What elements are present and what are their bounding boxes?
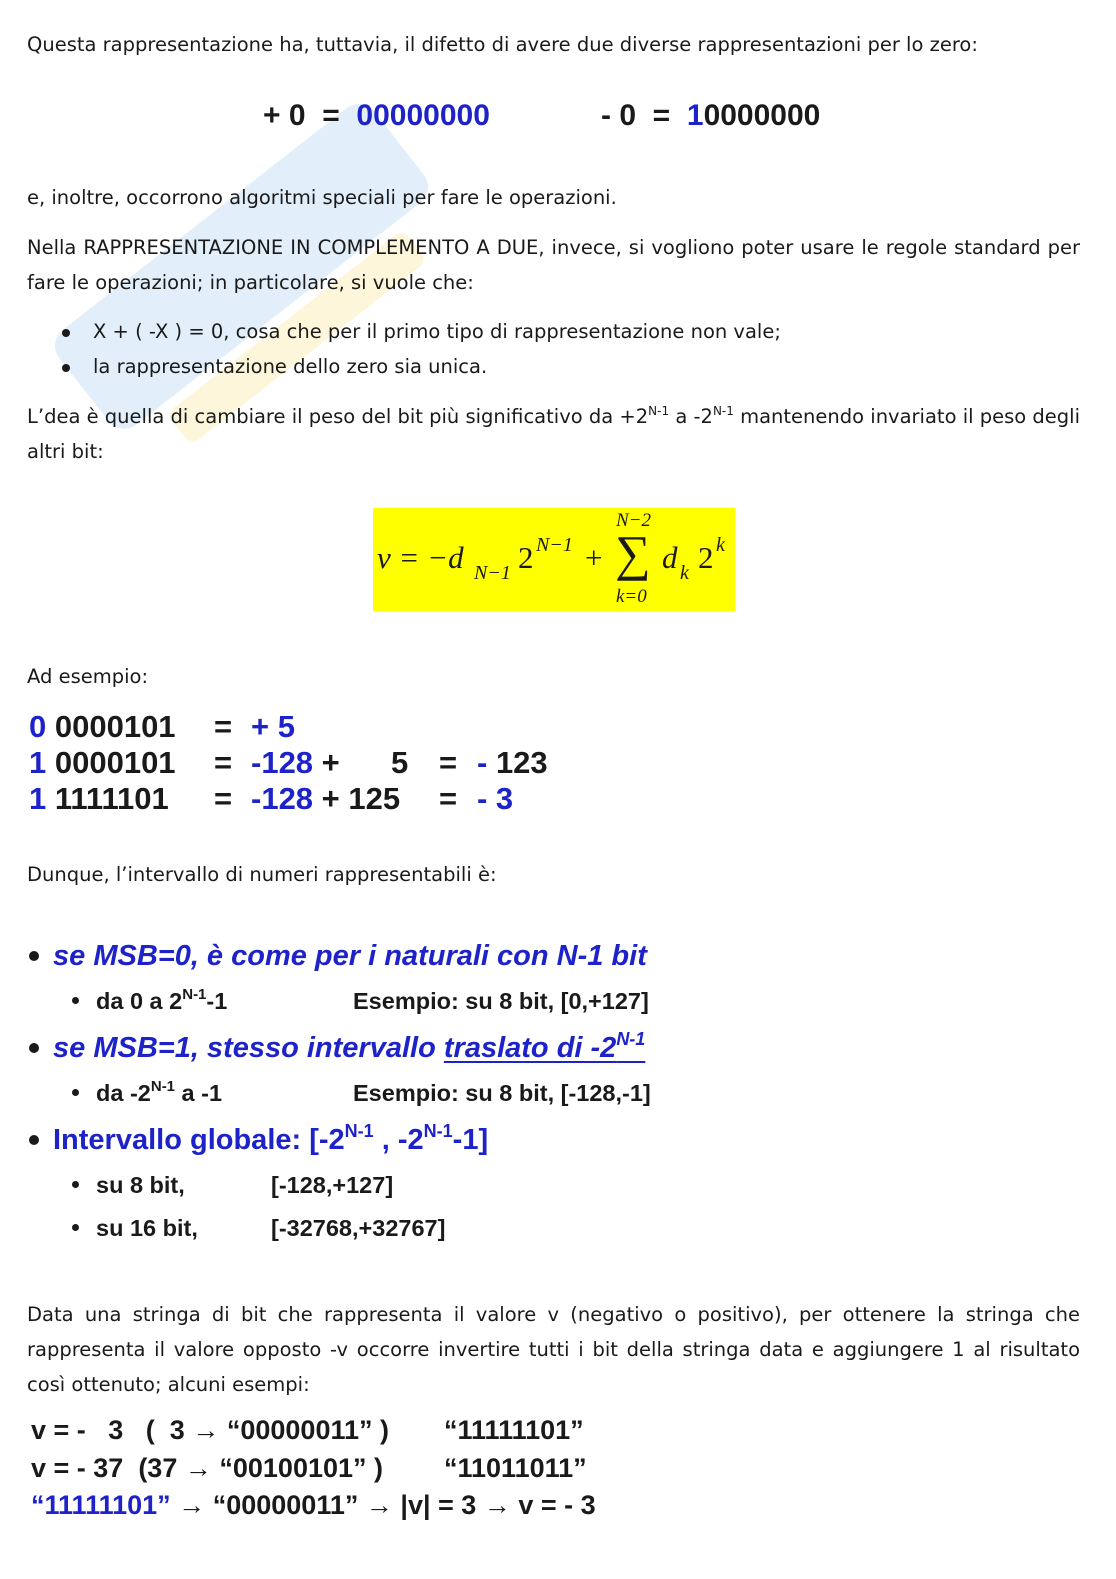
twos-complement-paragraph: Nella RAPPRESENTAZIONE IN COMPLEMENTO A DUE, invece, si vogliono poter usare le regole standard per fare le operazioni; in particolare, si vuole che:: [27, 236, 1080, 294]
arrow-icon: →: [365, 1490, 393, 1520]
negation-result-2: “11011011”: [444, 1453, 587, 1483]
bit16-range: [-32768,+32767]: [271, 1215, 446, 1241]
formula-exp: N−1: [536, 534, 573, 556]
equals-sign: =: [439, 745, 458, 780]
formula-base2: 2: [698, 540, 714, 575]
formula-sigma: ∑: [615, 525, 651, 581]
arrow-icon: →: [178, 1490, 206, 1520]
msb1-range: da $-2^{N-1}$ a -1: [96, 1078, 223, 1106]
bullet-dot: [72, 1181, 79, 1188]
formula-plus: +: [585, 540, 603, 575]
example-sum: -128 + 125: [251, 781, 401, 816]
formula-sub-k: k: [680, 562, 689, 584]
bullet-dot: [72, 997, 79, 1004]
bullet-item: X + ( -X ) = 0, cosa che per il primo tipo di rappresentazione non vale;: [93, 320, 781, 343]
bullet-dot: [62, 329, 70, 337]
arrow-icon: →: [192, 1415, 220, 1445]
example-row-2: 1 0000101: [29, 745, 176, 780]
formula-lhs: v = −d: [377, 540, 464, 575]
equals-sign: =: [214, 781, 233, 816]
formula-upper: N−2: [616, 510, 651, 531]
arrow-icon: →: [483, 1490, 511, 1520]
example-row-3: 1 1111101: [29, 781, 169, 816]
zero-positive: + 0 = 00000000: [263, 99, 490, 132]
negation-row-3: “11111101” → “00000011” → |v| = 3 → v = - 3: [31, 1490, 596, 1520]
equals-sign: =: [214, 745, 233, 780]
msb0-example: Esempio: su 8 bit, [0,+127]: [353, 988, 649, 1014]
formula-exp-k: k: [716, 534, 725, 556]
bullet-dot: [29, 1043, 39, 1053]
bullet-dot: [62, 364, 70, 372]
msb-weight-paragraph: L’dea è quella di cambiare il peso del bit più significativo da $+2^{N-1}$ a $-2^{N-1}$ mantenendo invariato il peso degli altri bit:: [27, 404, 1081, 463]
algorithms-paragraph: e, inoltre, occorrono algoritmi speciali per fare le operazioni.: [27, 186, 617, 209]
intro-paragraph: Questa rappresentazione ha, tuttavia, il difetto di avere due diverse rappresentazioni per lo zero:: [27, 33, 978, 56]
formula-box: [373, 508, 735, 611]
global-interval: Intervallo globale: [$-2^{N-1}$ , $-2^{N-1}-1$]: [53, 1121, 489, 1156]
example-row-1: 0 0000101: [29, 709, 176, 744]
example-value: + 5: [251, 709, 295, 744]
bullet-dot: [29, 1135, 39, 1145]
bullet-item: la rappresentazione dello zero sia unica.: [93, 355, 488, 378]
negation-paragraph: Data una stringa di bit che rappresenta il valore v (negativo o positivo), per ottenere la stringa che rappresenta il valore opposto -v occorre invertire tutti i bit della stringa data e aggiungere 1 al risultato così ottenuto; alcuni esempi:: [27, 1303, 1080, 1396]
msb1-underlined: traslato di $-2^{N-1}$: [443, 1029, 646, 1064]
msb1-line: se MSB=1, stesso intervallo traslato di $-2^{N-1}$: [53, 1029, 646, 1064]
msb0-range: da 0 a $2^{N-1}-1$: [96, 986, 228, 1014]
negation-row-1: v = - 3 ( 3 → “00000011” ): [31, 1415, 389, 1445]
bullet-dot: [29, 951, 39, 961]
example-heading: Ad esempio:: [27, 665, 149, 688]
formula-lower: k=0: [616, 586, 647, 607]
bullet-dot: [72, 1089, 79, 1096]
msb1-example: Esempio: su 8 bit, [-128,-1]: [353, 1080, 651, 1106]
formula-term: d: [662, 540, 678, 575]
bit8-label: su 8 bit,: [96, 1172, 185, 1198]
arrow-icon: →: [184, 1453, 212, 1483]
bit16-label: su 16 bit,: [96, 1215, 198, 1241]
bullet-dot: [72, 1224, 79, 1231]
formula-base: 2: [518, 540, 534, 575]
negation-row-2: v = - 37 (37 → “00100101” ): [31, 1453, 383, 1483]
example-sum: -128 +: [251, 745, 340, 780]
msb0-line: se MSB=0, è come per i naturali con N-1 bit: [53, 940, 647, 972]
equals-sign: =: [439, 781, 458, 816]
range-intro: Dunque, l’intervallo di numeri rappresentabili è:: [27, 863, 497, 886]
bit8-range: [-128,+127]: [271, 1172, 394, 1198]
formula-sub: N−1: [474, 562, 511, 584]
example-result: - 3: [477, 781, 514, 816]
zero-negative: - 0 = 10000000: [601, 99, 821, 132]
equals-sign: =: [214, 709, 233, 744]
example-addend: 5: [391, 745, 409, 780]
example-result: - 123: [477, 745, 548, 780]
negation-result-1: “11111101”: [444, 1415, 584, 1445]
